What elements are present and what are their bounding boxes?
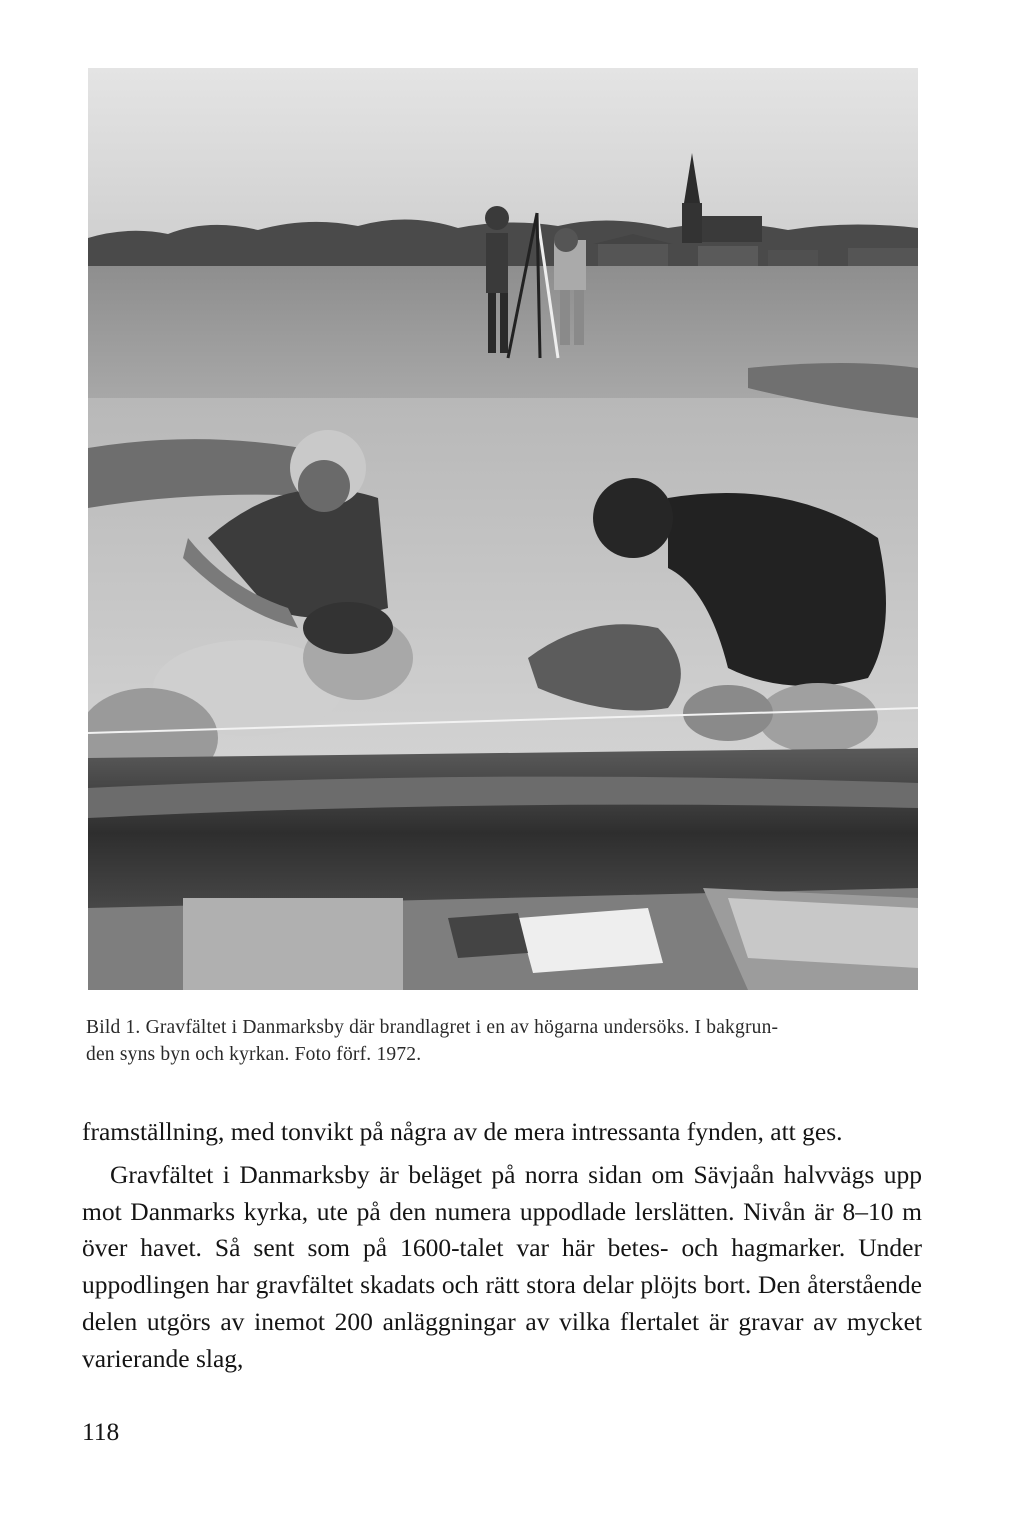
caption-line-2: den syns byn och kyrkan. Foto förf. 1972. xyxy=(86,1044,422,1065)
paragraph-2: Gravfältet i Danmarksby är beläget på norra sidan om Sävjaån halvvägs upp mot Danmarks kyrka, ute på den numera uppodlade lerslätten. Nivån är 8–10 m över havet. Så sent som på 1600-talet var här betes- och hagmarker. Under uppodlingen har gravfältet skadats och rätt stora delar plöjts bort. Den återstående delen utgörs av inemot 200 anläggningar av vilka flertalet är gravar av mycket varierande slag, xyxy=(82,1159,922,1373)
excavation-photo-illustration xyxy=(88,68,918,990)
figure-caption xyxy=(86,1014,922,1068)
excavation-photo xyxy=(88,68,918,990)
body-text xyxy=(82,1114,922,1378)
paragraph-1: framställning, med tonvikt på några av de mera intressanta fynden, att ges. xyxy=(82,1117,843,1146)
caption-line-1: Bild 1. Gravfältet i Danmarksby där brandlagret i en av högarna undersöks. I bakgrun- xyxy=(86,1017,779,1038)
page-number: 118 xyxy=(82,1417,120,1446)
